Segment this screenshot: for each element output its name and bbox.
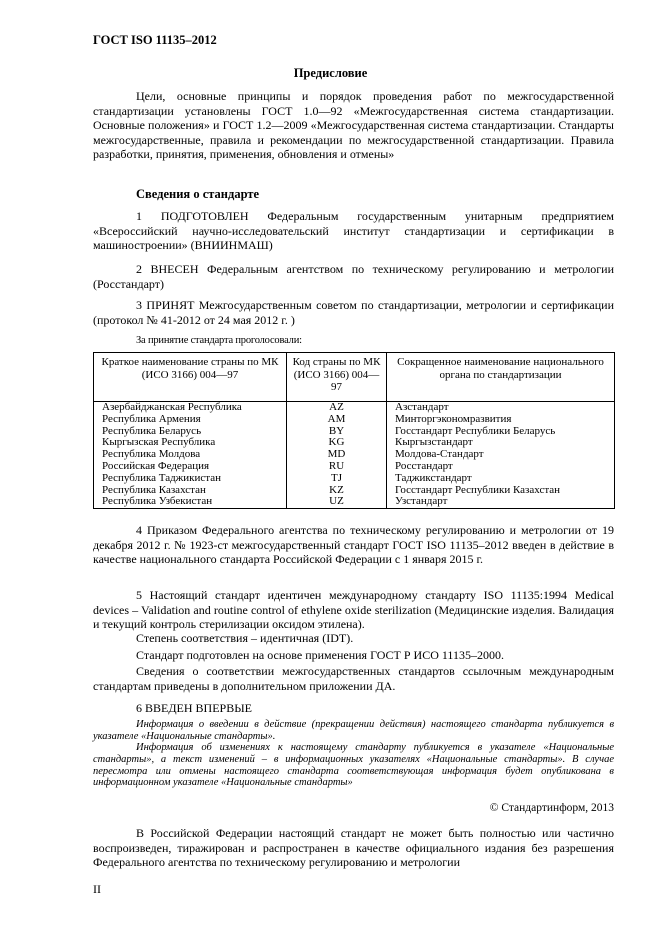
body-cell: Молдова-Стандарт — [387, 449, 615, 461]
country-cell: Республика Таджикистан — [94, 473, 287, 485]
body-cell: Госстандарт Республики Казахстан — [387, 485, 615, 497]
code-cell: AM — [287, 414, 387, 426]
code-cell: UZ — [287, 496, 387, 508]
table-row — [94, 461, 615, 473]
preface-title: Предисловие — [293, 66, 368, 80]
copyright: © Стандартинформ, 2013 — [489, 802, 614, 814]
code-cell: MD — [287, 449, 387, 461]
country-cell: Кыргызская Республика — [94, 437, 287, 449]
country-cell: Азербайджанская Республика — [94, 402, 287, 414]
table-row — [94, 426, 615, 438]
body-cell: Госстандарт Республики Беларусь — [387, 426, 615, 438]
document-header: ГОСТ ISO 11135–2012 — [93, 33, 217, 47]
preface-paragraph: Цели, основные принципы и порядок проведения работ по межгосударственной стандартизации установлены ГОСТ 1.0—92 «Межгосударственная система стандартизации. Основные положения» и ГОСТ 1.2—2009 «Межгосударственная система стандартизации. Стандарты межгосударственные, правила и рекомендации по межгосударственной стандартизации. Правила разработки, принятия, применения, обновления и отмены» — [93, 89, 614, 161]
country-cell: Республика Казахстан — [94, 485, 287, 497]
table-row — [94, 449, 615, 461]
rights-note: В Российской Федерации настоящий стандарт не может быть полностью или частично воспроизведен, тиражирован и распространен в качестве официального издания без разрешения Федерального агентства по техническому регулированию и метрологии — [93, 826, 614, 869]
item-4-order: 4 Приказом Федерального агентства по техническому регулированию и метрологии от 19 декабря 2012 г. № 1923-ст межгосударственный стандарт ГОСТ ISO 11135–2012 введен в действие в качестве национального стандарта Российской Федерации с 1 января 2015 г. — [93, 523, 614, 566]
table-row — [94, 402, 615, 414]
vote-caption: За принятие стандарта проголосовали: — [136, 335, 302, 346]
body-cell: Таджикстандарт — [387, 473, 615, 485]
code-cell: BY — [287, 426, 387, 438]
code-cell: AZ — [287, 402, 387, 414]
table-row — [94, 485, 615, 497]
prepared-basis: Стандарт подготовлен на основе применения ГОСТ Р ИСО 11135–2000. — [136, 648, 504, 662]
item-6-first-introduced: 6 ВВЕДЕН ВПЕРВЫЕ — [136, 701, 252, 715]
standard-info-title: Сведения о стандарте — [136, 187, 260, 201]
body-cell: Минторгэкономразвития — [387, 414, 615, 426]
country-cell: Республика Узбекистан — [94, 496, 287, 508]
references-note: Сведения о соответствии межгосударственных стандартов ссылочным международным стандартам приведены в дополнительном приложении ДА. — [93, 664, 614, 693]
info-italic-1: Информация о введении в действие (прекращении действия) настоящего стандарта публикуется в указателе «Национальные стандарты». — [93, 719, 614, 742]
code-cell: RU — [287, 461, 387, 473]
code-cell: KG — [287, 437, 387, 449]
body-cell: Азстандарт — [387, 402, 615, 414]
table-row — [94, 496, 615, 508]
item-5-identical: 5 Настоящий стандарт идентичен международному стандарту ISO 11135:1994 Medical devices – Validation and routine control of ethylene oxide sterilization (Медицинские изделия. Валидация и текущий контроль стерилизации оксидом этилена). — [93, 588, 614, 631]
body-cell: Кыргызстандарт — [387, 437, 615, 449]
country-cell: Республика Армения — [94, 414, 287, 426]
country-cell: Российская Федерация — [94, 461, 287, 473]
table-header-country: Краткое наименование страны по МК (ИСО 3166) 004—97 — [94, 353, 287, 402]
body-cell: Узстандарт — [387, 496, 615, 508]
table-header-body: Сокращенное наименование национального органа по стандартизации — [387, 353, 615, 402]
table-row — [94, 437, 615, 449]
code-cell: KZ — [287, 485, 387, 497]
item-1-prepared: 1 ПОДГОТОВЛЕН Федеральным государственным унитарным предприятием «Всероссийский научно-исследовательский институт стандартизации и сертификации в машиностроении» (ВНИИНМАШ) — [93, 209, 614, 252]
country-cell: Республика Беларусь — [94, 426, 287, 438]
degree-of-conformity: Степень соответствия – идентичная (IDT). — [136, 631, 354, 645]
country-cell: Республика Молдова — [94, 449, 287, 461]
table-row — [94, 414, 615, 426]
table-row — [94, 473, 615, 485]
page-number: II — [93, 882, 101, 896]
body-cell: Росстандарт — [387, 461, 615, 473]
voting-table — [93, 352, 615, 509]
code-cell: TJ — [287, 473, 387, 485]
info-italic-2: Информация об изменениях к настоящему стандарту публикуется в указателе «Национальные стандарты», а текст изменений – в информационных указателях «Национальные стандарты». В случае пересмотра или отмены настоящего стандарта соответствующая информация будет опубликована в информационном указателе «Национальные стандарты» — [93, 742, 614, 789]
item-2-introduced: 2 ВНЕСЕН Федеральным агентством по техническому регулированию и метрологии (Росстандарт) — [93, 262, 614, 291]
item-3-adopted: 3 ПРИНЯТ Межгосударственным советом по стандартизации, метрологии и сертификации (протокол № 41-2012 от 24 мая 2012 г. ) — [93, 298, 614, 327]
table-header-code: Код страны по МК (ИСО 3166) 004—97 — [287, 353, 387, 402]
